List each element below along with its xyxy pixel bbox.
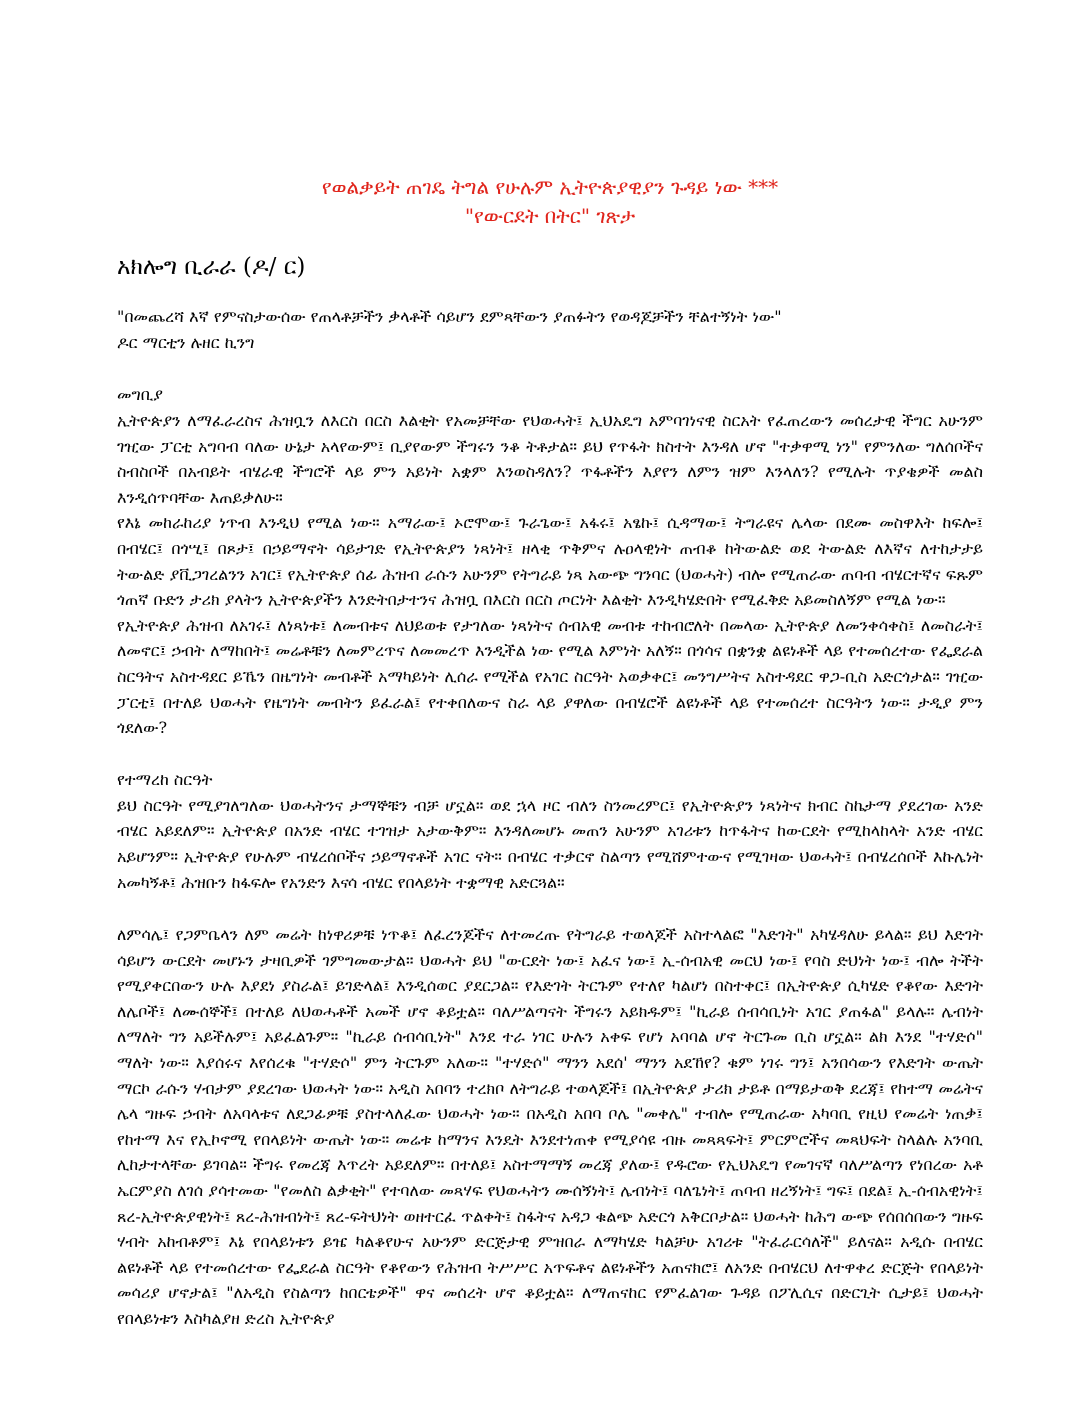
- section-captured-system: [117, 767, 983, 1332]
- title-line-1: የወልቃይት ጠገዴ ትግል የሁሉም ኢትዮጵያዊያን ጉዳይ ነው ***: [321, 175, 779, 199]
- section-heading: የተማረከ ስርዓት: [117, 769, 213, 789]
- quote-text: "በመጨረሻ እኛ የምናስታውሰው የጠላቶቻችን ቃላቶች ሳይሆን ደምጻቸውን ያጠፉትን የወዳጆቻችን ቸልተኝነት ነው": [117, 307, 782, 326]
- title-line-2: "የውርደት በትር" ገጽታ: [464, 204, 636, 228]
- paragraph: ይህ ስርዓት የሚያገለግለው ህወሓትንና ታማኞቹን ብቻ ሆኗል። ወደ ኋላ ዞር ብለን ስንመረምር፤ የኢትዮጵያን ነጻነትና ክብር ስኬታማ ያደረገው አንድ ብሄር አይደለም። ኢትዮጵያ በአንድ ብሄር ተገዝታ አታውቅም። እንዳለመሆኑ መጠን አሁንም አገሪቱን ከጥፋትና ከውርደት የሚከላከላት አንድ ብሄር አይሆንም። ኢትዮጵያ የሁሉም ብሄረሰቦችና ኃይማኖቶች አገር ናት። በብሄር ተቃርኖ ስልጣን የሚሸምተውና የሚገዛው ህወሓት፤ በብሄረሰቦች እኩሌነት አመካኝቶ፤ ሕዝቡን ከፋፍሎ የአንድን እናሳ ብሄር የበላይነት ተቋማዊ አድርጓል።: [117, 795, 983, 892]
- section-introduction: [117, 382, 983, 741]
- paragraph: ለምሳሌ፤ የጋምቤላን ለም መሬት ከነዋሪዎቹ ነጥቆ፤ ለፈረንጆችና ለተመረጡ የትግራይ ተወላጆች አስተላልፎ "እድገት" አካሄዳለሁ ይላል። ይህ እድገት ሳይሆን ውርደት መሆኑን ታዛቢዎች ገምግመውታል። ህወሓት ይህ "ውርደት ነው፤ አፈና ነው፤ ኢ-ሰብአዊ መርህ ነው፤ የባስ ድህነት ነው፤ ብሎ ትችት የሚያቀርበውን ሁሉ እያደነ ያስራል፤ ይገድላል፤ እንዲሰወር ያደርጋል። የእድገት ትርጉም የተለየ ካልሆነ በስተቀር፤ በኢትዮጵያ ሲካሄድ የቆየው እድገት ለሌቦች፤ ለሙሰኞች፤ በተለይ ለህወሓቶች አመች ሆኖ ቆይቷል። ባለሥልጣናት ችግሩን አይክዱም፤ "ኪራይ ሰብሳቢነት አገር ያጠፋል" ይላሉ። ሌብነት ለማለት ግን አይችሉም፤ አይፈልጉም። "ኪራይ ሰብሳቢነት" እንደ ተራ ነገር ሁሉን አቀፍ የሆነ አባባል ሆኖ ትርጉመ ቢስ ሆኗል። ልክ እንደ "ተሃድሶ" ማለት ነው። እያሰሩና እየሰረቁ "ተሃድሶ" ምን ትርጉም አለው። "ተሃድሶ" ማንን አደሰ' ማንን አደኸየ? ቁም ነገሩ ግን፤ አንበሳውን የእድገት ውጤት ማርኮ ራሱን ሃብታም ያደረገው ህወሓት ነው። አዲስ አበባን ተረክቦ ለትግራይ ተወላጆች፤ በኢትዮጵያ ታሪክ ታይቶ በማይታወቅ ደረጃ፤ የከተማ መሬትና ሌላ ግዙፍ ኃብት ለአባላቱና ለደጋፊዎቹ ያስተላለፈው ህወሓት ነው። በአዲስ አበባ ቦሌ "መቀሌ" ተብሎ የሚጠራው አካባቢ የዚህ የመሬት ነጠቃ፤ የከተማ እና የኢኮኖሚ የበላይነት ውጤት ነው። መሬቱ ከማንና እንዴት እንደተነጠቀ የሚያሳዩ ብዙ መጻጻፍት፤ ምርምሮችና መጻህፍት ስላልሉ አንባቢ ሊከታተላቸው ይገባል። ችግሩ የመረጃ እጥረት አይደለም። በተለይ፤ አስተማማኝ መረጃ ያለው፤ የዱሮው የኢህአዴግ የመገናኛ ባለሥልጣን የነበረው አቶ ኤርምያስ ለገሰ ያሳተመው "የመለስ ልቃቂት" የተባለው መጻሃፍ የህወሓትን ሙሰኝነት፤ ሌብነት፤ ባለጌነት፤ ጠባብ ዘረኝነት፤ ግፍ፤ በደል፤ ኢ-ሰብአዊነት፤ ጸረ-ኢትዮጵያዊነት፤ ጸረ-ሕዝብነት፤ ጸረ-ፍትህነት ወዘተርፈ ጥልቀት፤ ስፋትና አዳጋ ቁልጭ አድርጎ አቅርቦታል። ህወሓት ከሕግ ውጭ የሰበሰበውን ግዙፍ ሃብት አከብቶም፤ እኔ የበላይነቱን ይዤ ካልቆየሁና አሁንም ድርጅታዊ ምዝበራ ለማካሄድ ካልቻሁ አገሪቱ "ትፈራርሳለች" ይለናል። አዲሱ በብሄር ልዩነቶች ላይ የተመሰረተው የፌደራል ስርዓት የቆየውን የሕዝብ ትሥሥር አጥፍቶና ልዩነቶችን አጠናክሮ፤ ለአንድ በብሄርህ ለተዋቀረ ድርጅት የበላይነት መሳሪያ ሆኖታል፤ "ለአዲስ የስልጣን ከበርቴዎች" ዋና መሰረት ሆኖ ቆይቷል። ለማጠናከር የምፈልገው ጉዳይ በፖሊሲና በድርጊት ሲታይ፤ ህወሓት የበላይነቱን እስካልያዘ ድረስ ኢትዮጵያ: [117, 925, 983, 1328]
- document-title: [117, 173, 983, 231]
- paragraph: የእኔ መከራከሪያ ነጥብ እንዲህ የሚል ነው። አማራው፤ ኦሮሞው፤ ጉራጌው፤ አፋሩ፤ አፄኩ፤ ሲዳማው፤ ትግራዩና ሌላው በደሙ መስዋእት ከፍሎ፤ በብሄር፤ በጎሢ፤ በጾታ፤ በኃይማኖት ሳይታገድ የኢትዮጵያን ነጻነት፤ ዘላቂ ጥቅምና ሉዐላዊነት ጠብቆ ከትውልድ ወደ ትውልድ ለእኛና ለተከታታይ ትውልድ ያቪጋገረልንን አገር፤ የኢትዮጵያ ሰፊ ሕዝብ ራሱን አሁንም የትግራይ ነጻ አውጭ ግንባር (ህወሓት) ብሎ የሚጠራው ጠባብ ብሄርተኛና ፍጹም ጎጠኛ ቡድን ታሪክ ያላትን ኢትዮጵያችን እንድትበታተንና ሕዝቧ በእርስ በርስ ጦርነት እልቂት እንዲካሄድበት የሚፈቅድ አይመስለኝም የሚል ነው።: [117, 513, 983, 610]
- section-heading: መግቢያ: [117, 385, 163, 404]
- paragraph: የኢትዮጵያ ሕዝብ ለአገሩ፤ ለነጻነቱ፤ ለመብቱና ለህይወቱ የታገለው ነጻነትና ሰብአዊ መብቱ ተከብሮለት በመላው ኢትዮጵያ ለመንቀሳቀስ፤ ለመስራት፤ ለመኖር፤ ኃብት ለማከበት፤ መሬቶቹን ለመምረጥና ለመመረጥ እንዲችል ነው የሚል እምነት አለኝ። በጎሳና በቋንቋ ልዩነቶች ላይ የተመሰረተው የፌደራል ስርዓትና አስተዳደር ይኼን በዜግነት መብቶች አማካይነት ሊሰራ የሚችል የአገር ስርዓት አወቃቀር፤ መንግሥትና አስተዳደር ዋጋ-ቢስ አድርጎታል። ገዢው ፓርቲ፤ በተለይ ህወሓት የዜግነት መብትን ይፈራል፤ የተቀበለውና ስራ ላይ ያዋለው በብሄሮች ልዩነቶች ላይ የተመሰረተ ስርዓትን ነው። ታዲያ ምን ጎደለው?: [117, 615, 983, 738]
- author-name: አክሎግ ቢራራ (ዶ/ ር): [117, 254, 306, 280]
- epigraph: [117, 304, 983, 356]
- paragraph: ኢትዮጵያን ለማፈራረስና ሕዝቧን ለእርስ በርስ እልቂት የአመቻቸው የህወሓት፤ ኢህአዴግ አምባገነናዊ ስርአት የፈጠረውን መሰረታዊ ችግር አሁንም ገዢው ፓርቲ አግባብ ባለው ሁኔታ አላየውም፤ ቢያየውም ችግሩን ንቆ ትቶታል። ይህ የጥፋት ክስተት እንዳለ ሆኖ "ተቃዋሚ ነን" የምንለው ግለሰቦችና ስብስቦች በአብይት ብሄራዊ ችግሮች ላይ ምን አይነት አቋም እንወስዳለን? ጥፋቶችን እያየን ለምን ዝም እንላለን? የሚሉት ጥያቄዎች መልስ እንዲሰጥባቸው እጠይቃለሁ።: [117, 411, 983, 507]
- quote-attribution: ዶር ማርቲን ሉዘር ኪንግ: [117, 333, 255, 352]
